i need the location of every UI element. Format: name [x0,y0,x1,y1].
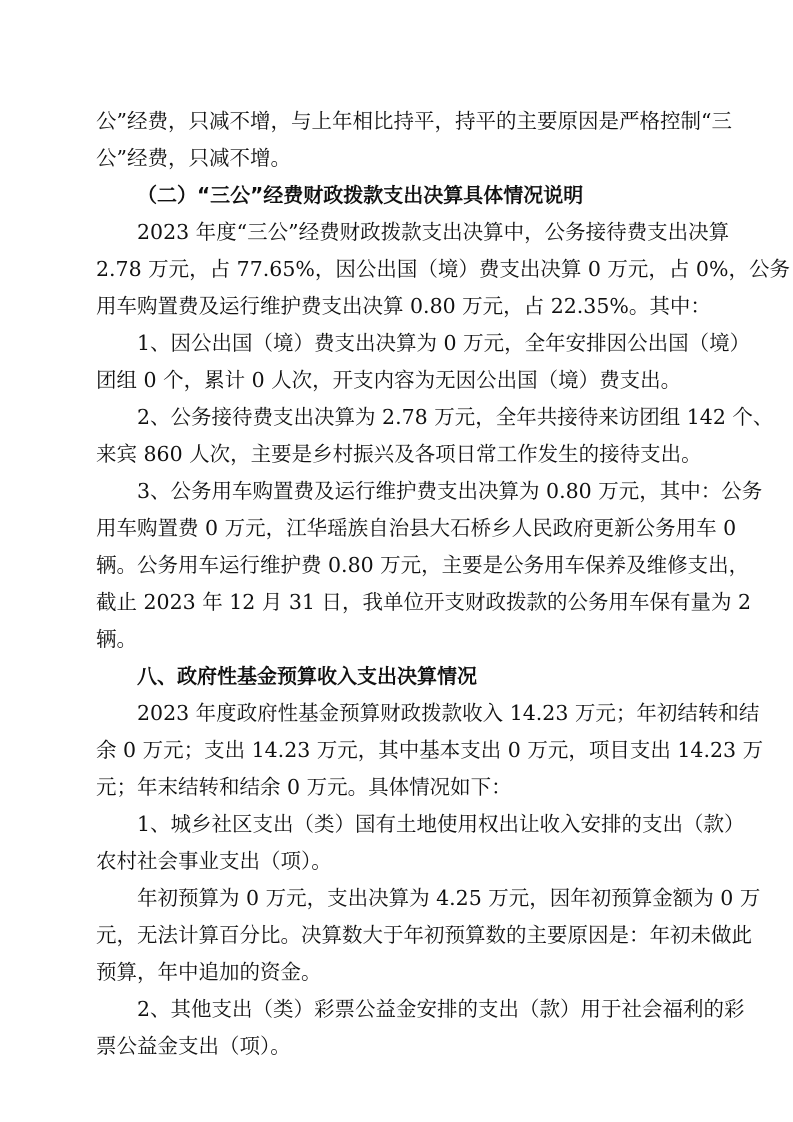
paragraph-line: 1、因公出国（境）费支出决算为 0 万元，全年安排因公出国（境） [137,331,751,355]
paragraph-line: 公”经费，只减不增。 [96,146,291,170]
paragraph-line: 农村社会事业支出（项）。 [96,849,332,873]
paragraph-line: 2、公务接待费支出决算为 2.78 万元，全年共接待来访团组 142 个、 [137,405,774,429]
paragraph-line: 元，无法计算百分比。决算数大于年初预算数的主要原因是：年初未做此 [96,923,752,947]
paragraph-line: 辆。 [96,627,137,651]
paragraph-line: 用车购置费 0 万元，江华瑶族自治县大石桥乡人民政府更新公务用车 0 [96,516,737,540]
section-heading-sanggong-details: （二）“三公”经费财政拨款支出决算具体情况说明 [137,183,584,207]
paragraph-line: 年初预算为 0 万元，支出决算为 4.25 万元，因年初预算金额为 0 万 [137,886,761,910]
paragraph-line: 用车购置费及运行维护费支出决算 0.80 万元，占 22.35%。其中： [96,294,711,318]
paragraph-line: 2023 年度政府性基金预算财政拨款收入 14.23 万元；年初结转和结 [137,701,760,725]
paragraph-line: 来宾 860 人次，主要是乡村振兴及各项日常工作发生的接待支出。 [96,442,702,466]
paragraph-line: 截止 2023 年 12 月 31 日，我单位开支财政拨款的公务用车保有量为 2 [96,590,751,614]
paragraph-line: 预算，年中追加的资金。 [96,960,322,984]
paragraph-line: 辆。公务用车运行维护费 0.80 万元，主要是公务用车保养及维修支出， [96,553,750,577]
paragraph-line: 元；年末结转和结余 0 万元。具体情况如下： [96,775,512,799]
paragraph-line: 2023 年度“三公”经费财政拨款支出决算中，公务接待费支出决算 [137,220,730,244]
paragraph-line: 票公益金支出（项）。 [96,1034,291,1058]
paragraph-line: 1、城乡社区支出（类）国有土地使用权出让收入安排的支出（款） [137,812,745,836]
paragraph-line: 公”经费，只减不增，与上年相比持平，持平的主要原因是严格控制“三 [96,109,732,133]
paragraph-line: 余 0 万元；支出 14.23 万元，其中基本支出 0 万元，项目支出 14.23 万 [96,738,764,762]
section-heading-government-fund: 八、政府性基金预算收入支出决算情况 [137,664,477,688]
paragraph-line: 团组 0 个，累计 0 人次，开支内容为无因公出国（境）费支出。 [96,368,682,392]
paragraph-line: 2.78 万元，占 77.65%，因公出国（境）费支出决算 0 万元，占 0%，公务 [96,257,790,281]
paragraph-line: 3、公务用车购置费及运行维护费支出决算为 0.80 万元，其中：公务 [137,479,763,503]
paragraph-line: 2、其他支出（类）彩票公益金安排的支出（款）用于社会福利的彩 [137,997,745,1021]
